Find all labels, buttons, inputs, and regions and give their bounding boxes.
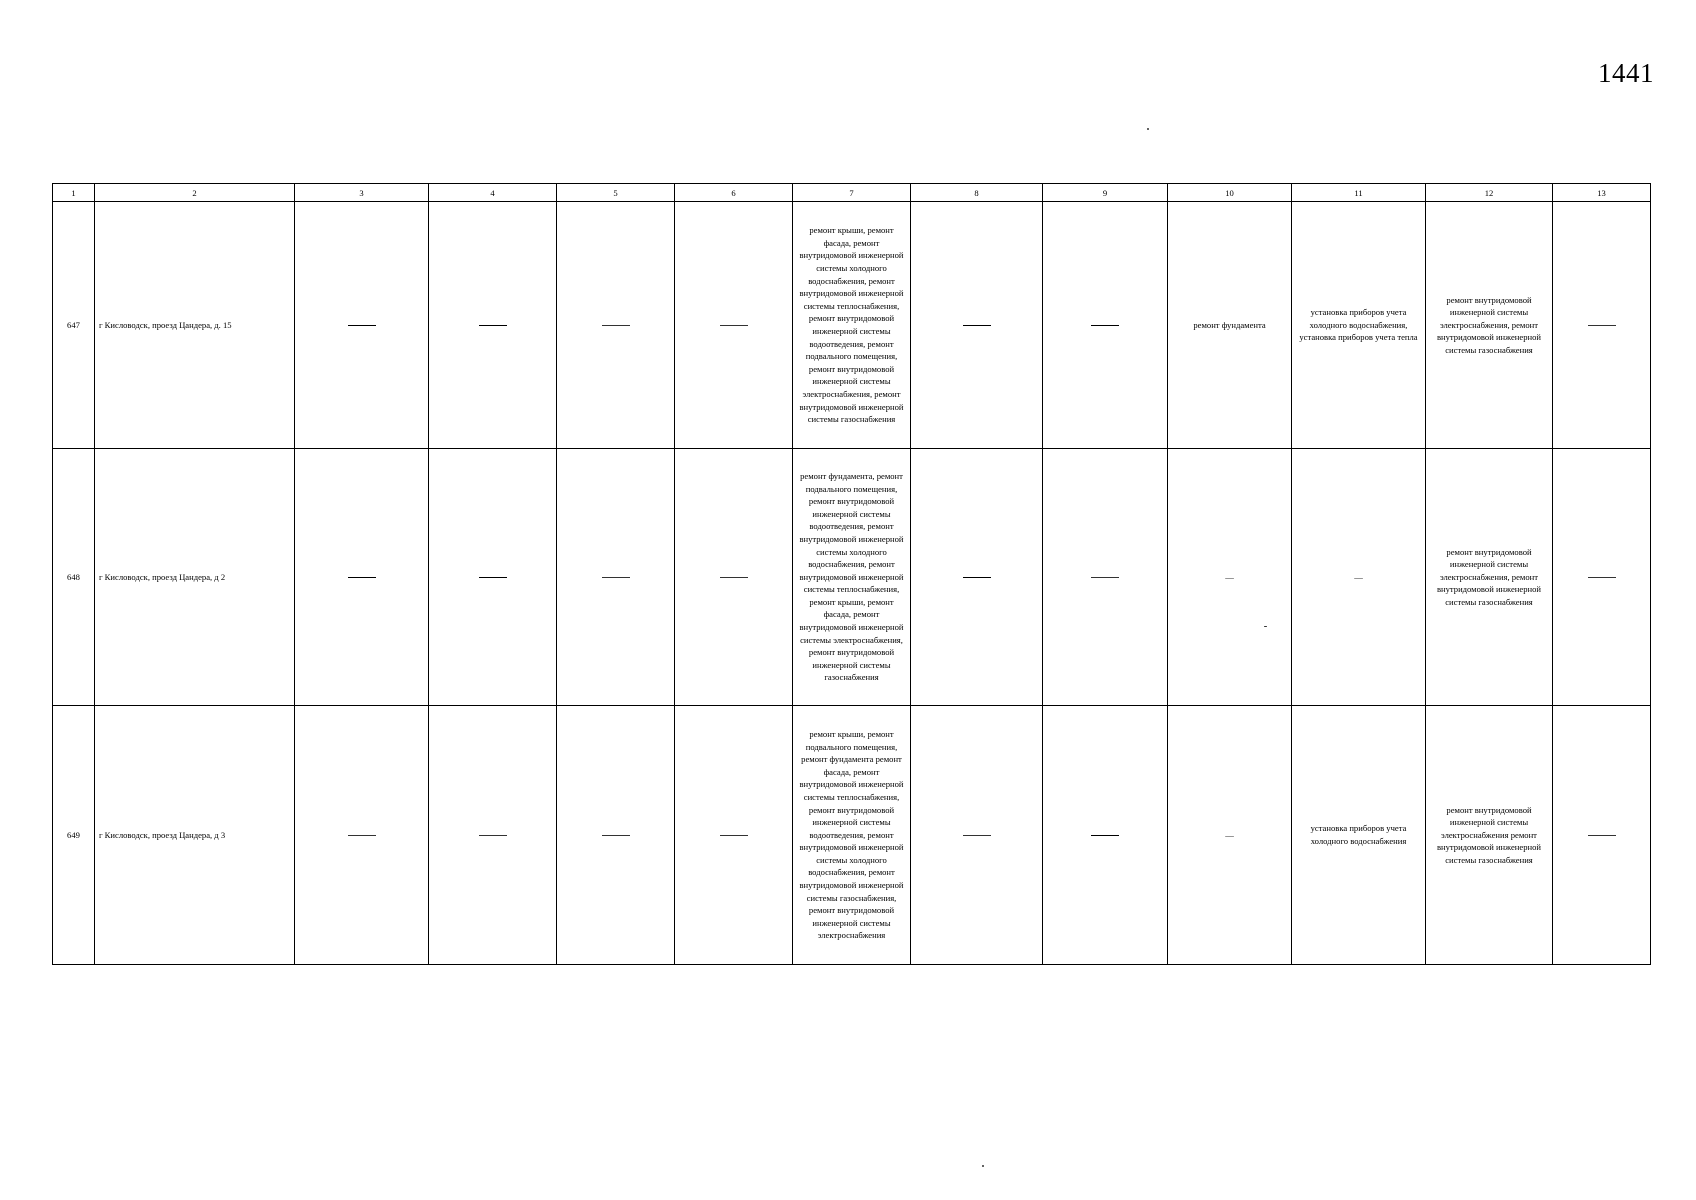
empty-value-dash: [1043, 449, 1168, 706]
repair-works-list: ремонт фундамента, ремонт подвального помещения, ремонт внутридомовой инженерной системы водоотведения, ремонт внутридомовой инженерной системы холодного водоснабжения, ремонт внутридомовой инженерной системы теплоснабжения, ремонт крыши, ремонт фасада, ремонт внутридомовой инженерной системы электроснабжения, ремонт внутридомовой инженерной системы газоснабжения: [793, 449, 911, 706]
column-header: 9: [1043, 184, 1168, 202]
table-row: [53, 706, 1651, 965]
building-address: г Кисловодск, проезд Цандера, д. 15: [95, 202, 295, 449]
repair-works-col10: —: [1168, 706, 1292, 965]
empty-value-dash: [675, 706, 793, 965]
empty-value-dash: [1553, 449, 1651, 706]
empty-value-dash: [429, 202, 557, 449]
repair-works-col12: ремонт внутридомовой инженерной системы электроснабжения, ремонт внутридомовой инженерной системы газоснабжения: [1426, 449, 1553, 706]
column-header: 8: [911, 184, 1043, 202]
row-number: 648: [53, 449, 95, 706]
empty-value-dash: [1043, 202, 1168, 449]
scan-speck: [982, 1165, 984, 1167]
column-header: 5: [557, 184, 675, 202]
repair-works-col12: ремонт внутридомовой инженерной системы электроснабжения, ремонт внутридомовой инженерной системы газоснабжения: [1426, 202, 1553, 449]
metering-installation: установка приборов учета холодного водоснабжения, установка приборов учета тепла: [1292, 202, 1426, 449]
table-row: [53, 449, 1651, 706]
empty-value-dash: [295, 706, 429, 965]
row-number: 649: [53, 706, 95, 965]
repair-works-col10: ремонт фундамента: [1168, 202, 1292, 449]
repair-schedule-table: [52, 183, 1651, 965]
repair-works-list: ремонт крыши, ремонт фасада, ремонт внутридомовой инженерной системы холодного водоснабжения, ремонт внутридомовой инженерной системы теплоснабжения, ремонт внутридомовой инженерной системы водоотведения, ремонт подвального помещения, ремонт внутридомовой инженерной системы электроснабжения, ремонт внутридомовой инженерной системы газоснабжения: [793, 202, 911, 449]
empty-value-dash: [295, 202, 429, 449]
column-header: 13: [1553, 184, 1651, 202]
column-header: 1: [53, 184, 95, 202]
column-header: 10: [1168, 184, 1292, 202]
column-header: 6: [675, 184, 793, 202]
column-header: 11: [1292, 184, 1426, 202]
row-number: 647: [53, 202, 95, 449]
empty-value-dash: [1553, 202, 1651, 449]
column-header: 2: [95, 184, 295, 202]
empty-value-dash: [295, 449, 429, 706]
empty-value-dash: [911, 202, 1043, 449]
scan-speck: [1147, 128, 1149, 130]
empty-value-dash: [429, 706, 557, 965]
repair-works-list: ремонт крыши, ремонт подвального помещения, ремонт фундамента ремонт фасада, ремонт внутридомовой инженерной системы теплоснабжения, ремонт внутридомовой инженерной системы водоотведения, ремонт внутридомовой инженерной системы холодного водоснабжения, ремонт внутридомовой инженерной системы газоснабжения, ремонт внутридомовой инженерной системы электроснабжения: [793, 706, 911, 965]
table-row: [53, 202, 1651, 449]
page-number: 1441: [1598, 58, 1654, 88]
empty-value-dash: [911, 706, 1043, 965]
building-address: г Кисловодск, проезд Цандера, д 2: [95, 449, 295, 706]
column-header: 3: [295, 184, 429, 202]
building-address: г Кисловодск, проезд Цандера, д 3: [95, 706, 295, 965]
column-header: 12: [1426, 184, 1553, 202]
repair-works-col10: —: [1168, 449, 1292, 706]
metering-installation: —: [1292, 449, 1426, 706]
empty-value-dash: [429, 449, 557, 706]
empty-value-dash: [1553, 706, 1651, 965]
column-header: 7: [793, 184, 911, 202]
empty-value-dash: [911, 449, 1043, 706]
column-number-header-row: [53, 184, 1651, 202]
empty-value-dash: [557, 706, 675, 965]
empty-value-dash: [557, 202, 675, 449]
column-header: 4: [429, 184, 557, 202]
metering-installation: установка приборов учета холодного водоснабжения: [1292, 706, 1426, 965]
empty-value-dash: [675, 449, 793, 706]
empty-value-dash: [557, 449, 675, 706]
repair-works-col12: ремонт внутридомовой инженерной системы электроснабжения ремонт внутридомовой инженерной системы газоснабжения: [1426, 706, 1553, 965]
empty-value-dash: [1043, 706, 1168, 965]
empty-value-dash: [675, 202, 793, 449]
